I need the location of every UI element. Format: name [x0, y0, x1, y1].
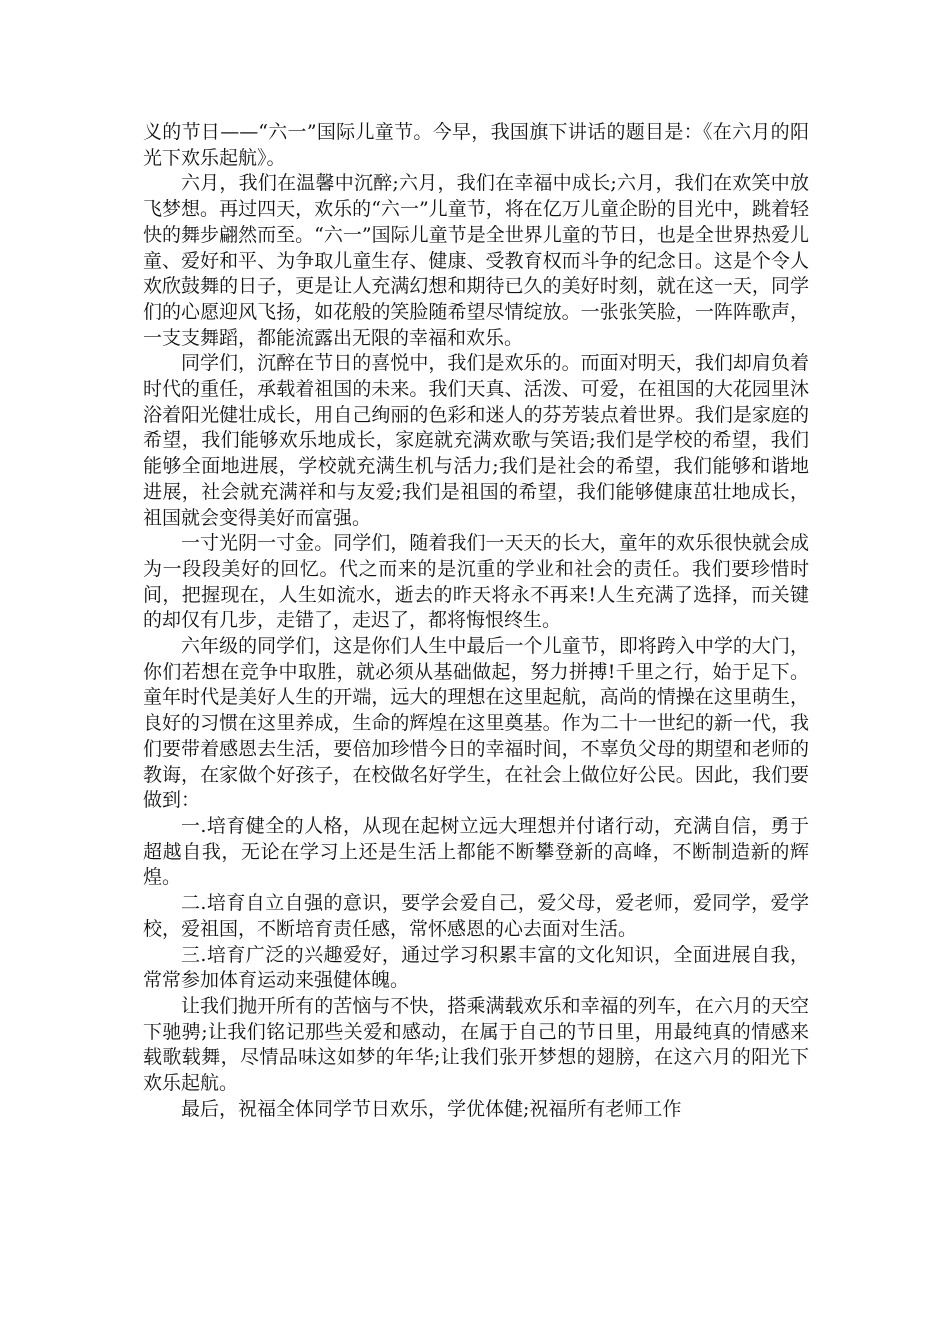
paragraph-classmates: 同学们，沉醉在节日的喜悦中，我们是欢乐的。而面对明天，我们却肩负着时代的重任，承载着祖国的未来。我们天真、活泼、可爱，在祖国的大花园里沐浴着阳光健壮成长，用自己绚丽的色彩和迷人的芬芳装点着世界。我们是家庭的希望，我们能够欢乐地成长，家庭就充满欢歌与笑语;我们是学校的希望，我们能够全面地进展，学校就充满生机与活力;我们是社会的希望，我们能够和谐地进展，社会就充满祥和与友爱;我们是祖国的希望，我们能够健康茁壮地成长，祖国就会变得美好而富强。 — [143, 352, 809, 529]
paragraph-point-two: 二.培育自立自强的意识，要学会爱自己，爱父母，爱老师，爱同学，爱学校，爱祖国，不断培育责任感，常怀感恩的心去面对生活。 — [143, 892, 809, 940]
paragraph-lets-go: 让我们抛开所有的苦恼与不快，搭乘满载欢乐和幸福的列车，在六月的天空下驰骋;让我们铭记那些关爱和感动，在属于自己的节日里，用最纯真的情感来载歌载舞，尽情品味这如梦的年华;让我们张开梦想的翅膀，在这六月的阳光下欢乐起航。 — [143, 994, 809, 1095]
paragraph-time: 一寸光阴一寸金。同学们，随着我们一天天的长大，童年的欢乐很快就会成为一段段美好的回忆。代之而来的是沉重的学业和社会的责任。我们要珍惜时间，把握现在，人生如流水，逝去的昨天将永不再来!人生充满了选择，而关键的却仅有几步，走错了，走迟了，都将悔恨终生。 — [143, 532, 809, 632]
paragraph-closing: 最后，祝福全体同学节日欢乐，学优体健;祝福所有老师工作 — [181, 1097, 682, 1120]
paragraph-point-three: 三.培育广泛的兴趣爱好，通过学习积累丰富的文化知识，全面进展自我，常常参加体育运动来强健体魄。 — [143, 943, 809, 992]
paragraph-june: 六月，我们在温馨中沉醉;六月，我们在幸福中成长;六月，我们在欢笑中放飞梦想。再过四天，欢乐的“六一”儿童节，将在亿万儿童企盼的目光中，跳着轻快的舞步翩然而至。“六一”国际儿童节是全世界儿童的节日，也是全世界热爱儿童、爱好和平、为争取儿童生存、健康、受教育权而斗争的纪念日。这是个令人欢欣鼓舞的日子，更是让人充满幻想和期待已久的美好时刻，就在这一天，同学们的心愿迎风飞扬，如花般的笑脸随希望尽情绽放。一张张笑脸，一阵阵歌声，一支支舞蹈，都能流露出无限的幸福和欢乐。 — [143, 172, 809, 349]
paragraph-grade-six: 六年级的同学们，这是你们人生中最后一个儿童节，即将跨入中学的大门，你们若想在竞争中取胜，就必须从基础做起，努力拼搏!千里之行，始于足下。童年时代是美好人生的开端，远大的理想在这里起航，高尚的情操在这里萌生，良好的习惯在这里养成，生命的辉煌在这里奠基。作为二十一世纪的新一代，我们要带着感恩去生活，要倍加珍惜今日的幸福时间，不辜负父母的期望和老师的教诲，在家做个好孩子，在校做名好学生，在社会上做位好公民。因此，我们要做到： — [143, 635, 809, 812]
paragraph-continuation: 义的节日——“六一”国际儿童节。今早，我国旗下讲话的题目是：《在六月的阳光下欢乐起航》。 — [143, 121, 809, 169]
document-body — [143, 120, 809, 1122]
paragraph-point-one: 一.培育健全的人格，从现在起树立远大理想并付诸行动，充满自信，勇于超越自我，无论在学习上还是生活上都能不断攀登新的高峰，不断制造新的辉煌。 — [143, 814, 809, 889]
